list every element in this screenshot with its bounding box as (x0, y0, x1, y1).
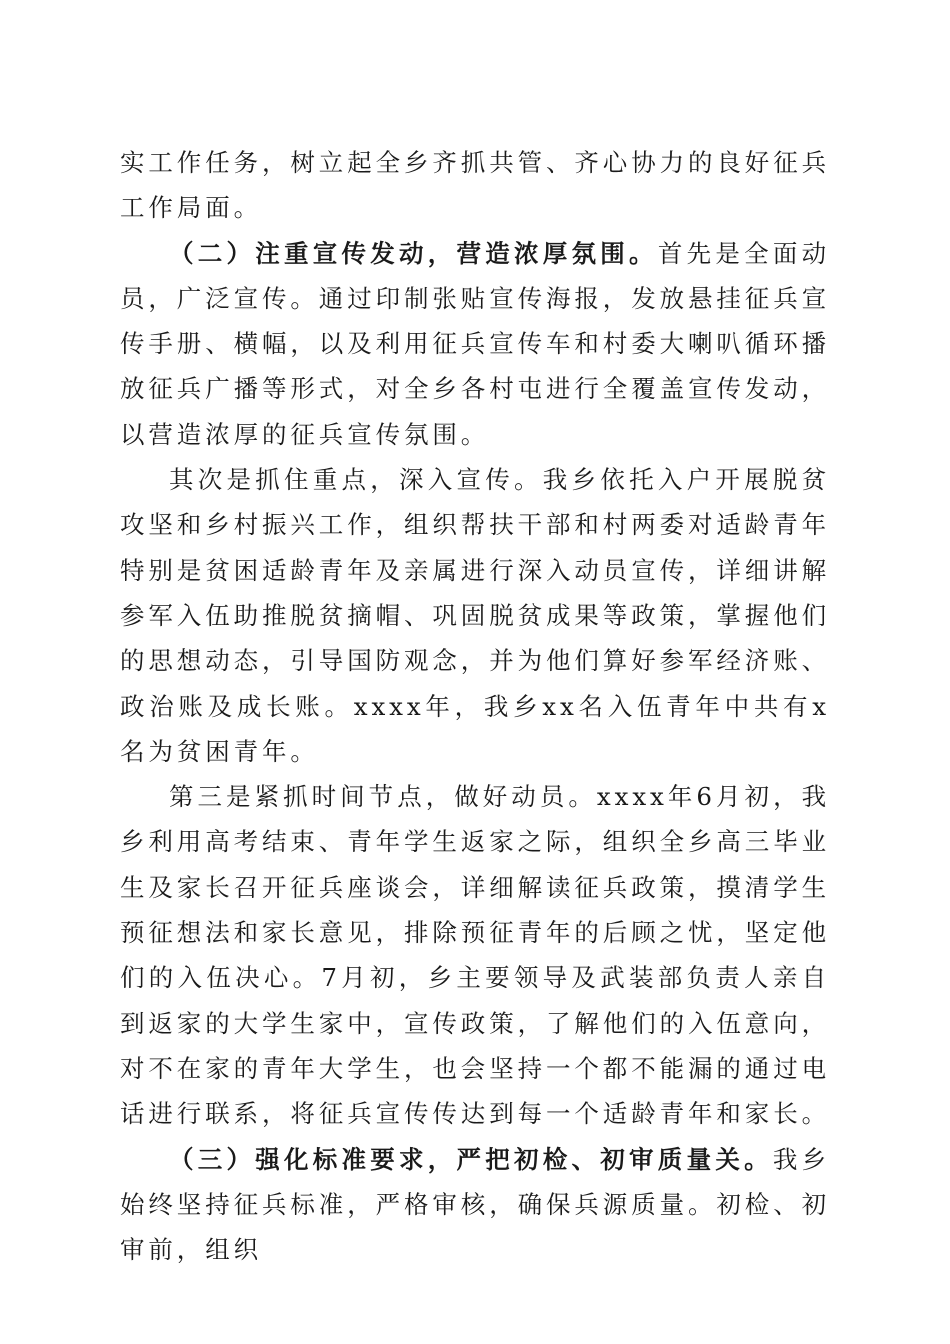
paragraph-text: 实工作任务，树立起全乡齐抓共管、齐心协力的良好征兵工作局面。 (120, 148, 830, 223)
paragraph-text: 其次是抓住重点，深入宣传。我乡依托入户开展脱贫攻坚和乡村振兴工作，组织帮扶干部和村两委对适龄青年特别是贫困适龄青年及亲属进行深入动员宣传，详细讲解参军入伍助推脱贫摘帽、巩固脱贫成果等政策，掌握他们的思想动态，引导国防观念，并为他们算好参军经济账、政治账及成长账。xxxx年，我乡xx名入伍青年中共有x名为贫困青年。 (120, 465, 830, 766)
section-heading: （二）注重宣传发动，营造浓厚氛围。 (169, 238, 658, 268)
paragraph-third-point (120, 774, 830, 1136)
paragraph-text: 首先是全面动员，广泛宣传。通过印制张贴宣传海报，发放悬挂征兵宣传手册、横幅，以及利用征兵宣传车和村委大喇叭循环播放征兵广播等形式，对全乡各村屯进行全覆盖宣传发动，以营造浓厚的征兵宣传氛围。 (120, 238, 830, 449)
paragraph-section-two (120, 231, 830, 457)
paragraph-text: 第三是紧抓时间节点，做好动员。xxxx年6月初，我乡利用高考结束、青年学生返家之际，组织全乡高三毕业生及家长召开征兵座谈会，详细解读征兵政策，摸清学生预征想法和家长意见，排除预征青年的后顾之忧，坚定他们的入伍决心。7月初，乡主要领导及武装部负责人亲自到返家的大学生家中，宣传政策，了解他们的入伍意向，对不在家的青年大学生，也会坚持一个都不能漏的通过电话进行联系，将征兵宣传传达到每一个适龄青年和家长。 (120, 782, 830, 1129)
paragraph-second-point (120, 457, 830, 774)
document-body (120, 140, 830, 1272)
paragraph-section-three (120, 1137, 830, 1273)
section-heading: （三）强化标准要求，严把初检、初审质量关。 (169, 1144, 773, 1174)
paragraph-continuation (120, 140, 830, 231)
paragraph-text: 我乡始终坚持征兵标准，严格审核，确保兵源质量。初检、初审前，组织 (120, 1144, 830, 1265)
